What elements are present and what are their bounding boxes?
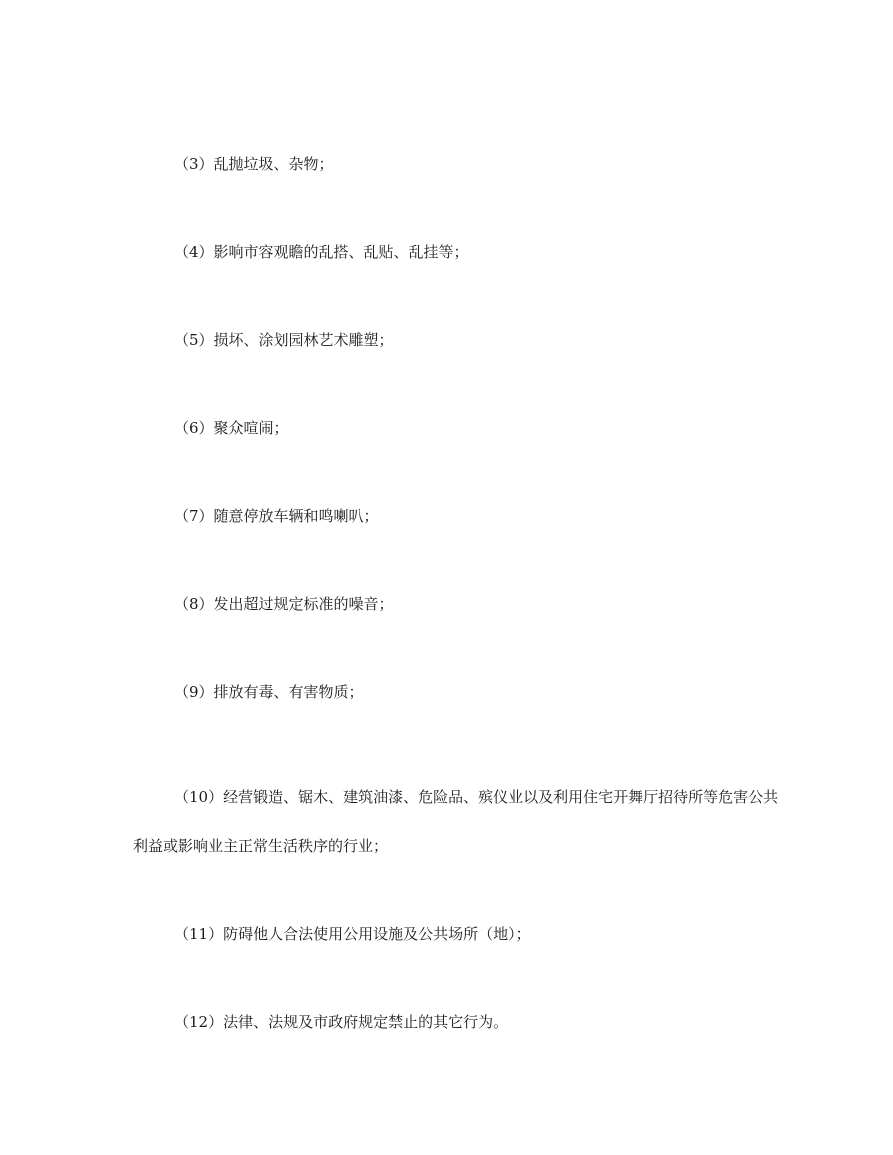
list-item-7: （7）随意停放车辆和鸣喇叭； xyxy=(174,507,379,525)
list-item-6: （6）聚众喧闹； xyxy=(174,419,289,437)
list-item-4: （4）影响市容观瞻的乱搭、乱贴、乱挂等； xyxy=(174,243,469,261)
list-item-8: （8）发出超过规定标准的噪音； xyxy=(174,595,394,613)
list-item-9: （9）排放有毒、有害物质； xyxy=(174,683,364,701)
list-item-10: （10）经营锻造、锯木、建筑油漆、危险品、殡仪业以及利用住宅开舞厅招待所等危害公共利益或影响业主正常生活秩序的行业； xyxy=(133,788,779,855)
list-item-5: （5）损坏、涂划园林艺术雕塑； xyxy=(174,331,394,349)
list-item-11: （11）防碍他人合法使用公用设施及公共场所（地）； xyxy=(174,925,531,943)
list-item-12: （12）法律、法规及市政府规定禁止的其它行为。 xyxy=(174,1013,509,1031)
list-item-3: （3）乱抛垃圾、杂物； xyxy=(174,155,334,173)
